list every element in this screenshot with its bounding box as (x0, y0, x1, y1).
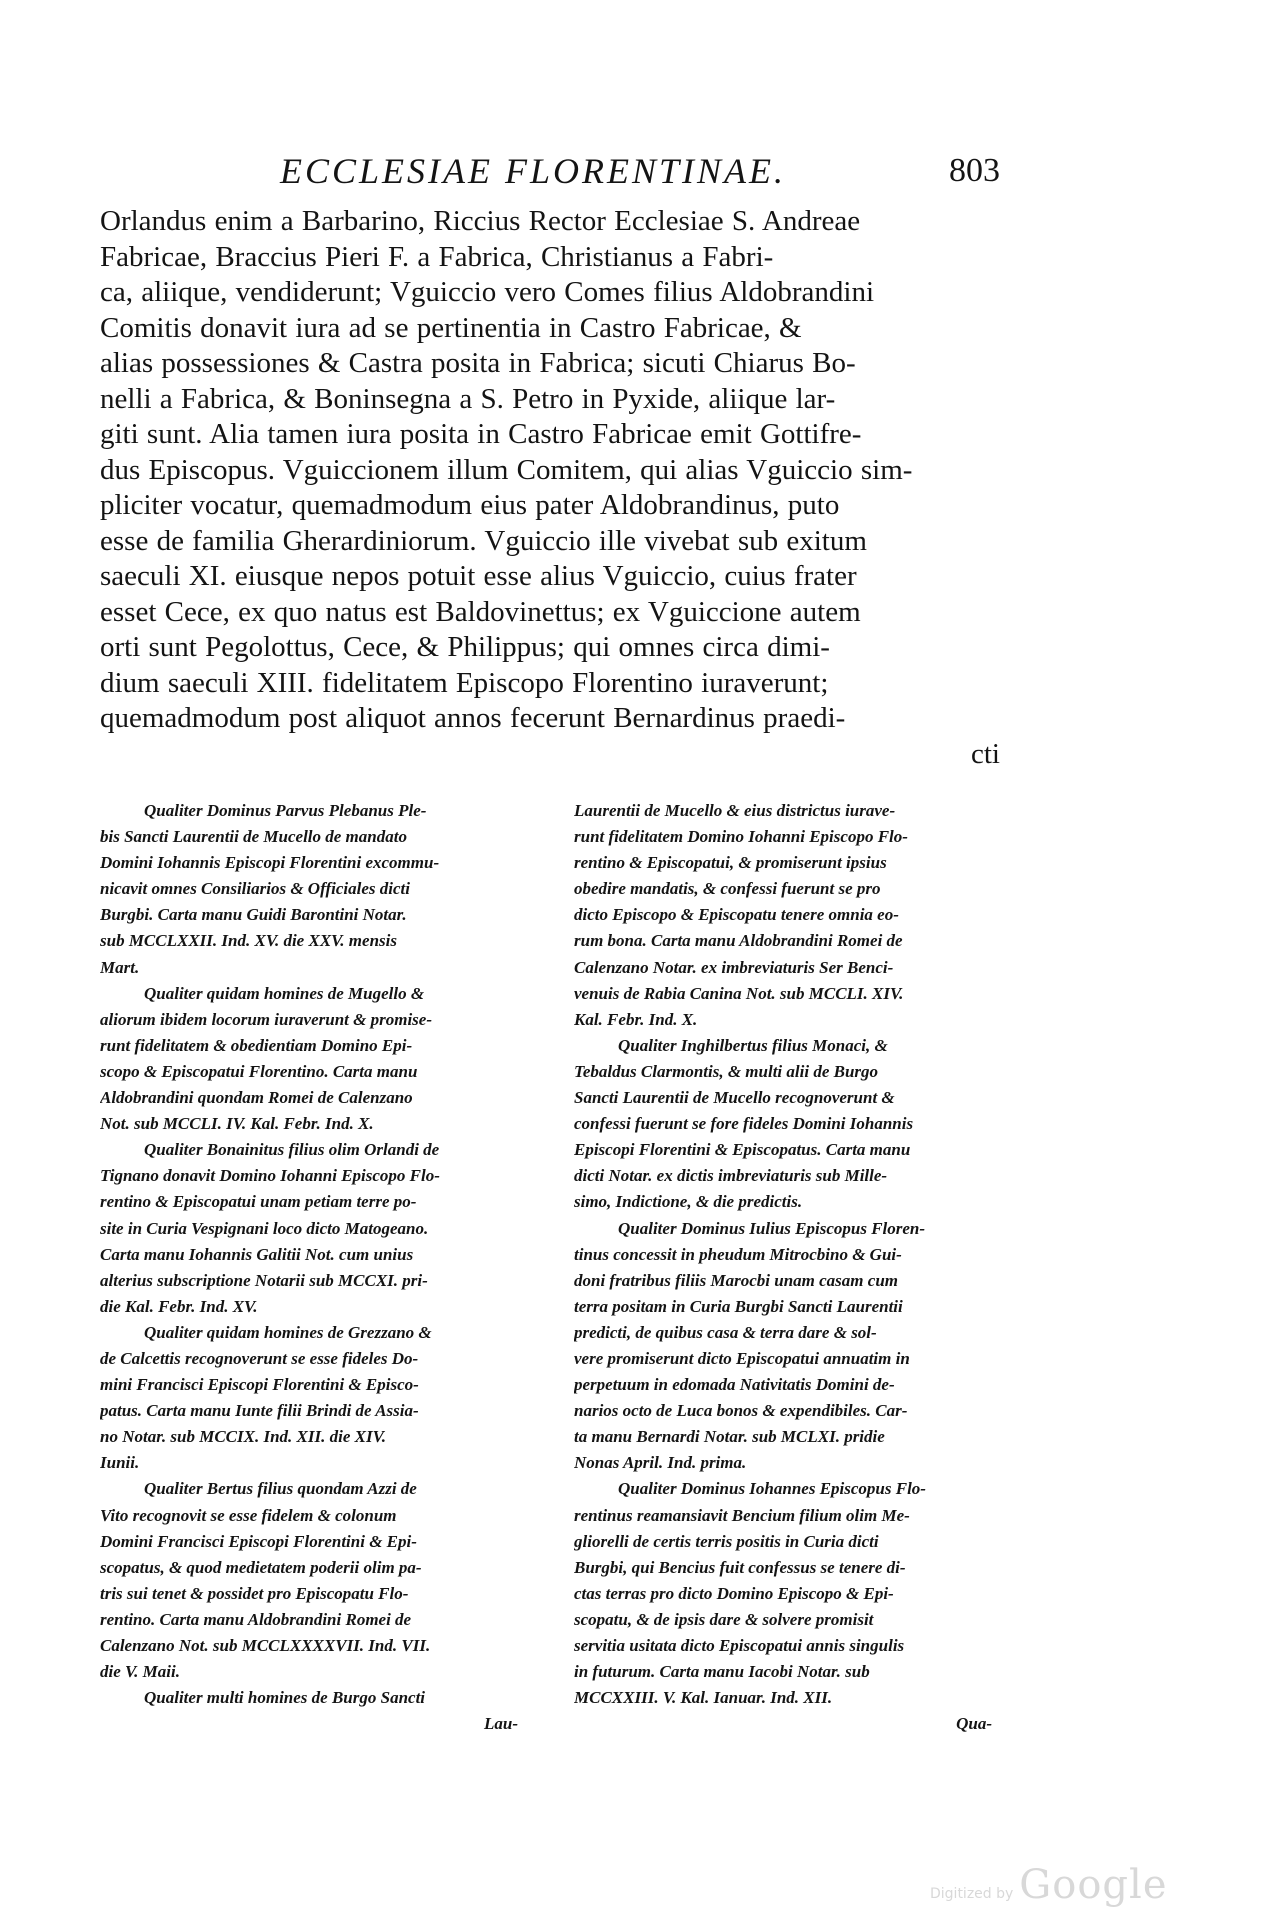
main-text-line: esse de familia Gherardiniorum. Vguiccio ille vivebat sub exitum (100, 524, 867, 557)
footnote-right-line: venuis de Rabia Canina Not. sub MCCLI. XIV. (574, 983, 904, 1003)
footnote-left-line: Iunii. (100, 1453, 140, 1473)
main-text-line: esset Cece, ex quo natus est Baldovinettus; ex Vguiccione autem (100, 595, 861, 628)
footnote-right-line: servitia usitata dicto Episcopatui annis singulis (574, 1636, 905, 1655)
footnote-left-catchword: Lau- (484, 1714, 518, 1734)
main-text-line: ca, aliique, vendiderunt; Vguiccio vero Comes filius Aldobrandini (100, 276, 874, 308)
footnote-left-line: sub MCCLXXII. Ind. XV. die XXV. mensis (100, 931, 397, 951)
footnote-left-line: Qualiter quidam homines de Mugello & (144, 983, 425, 1003)
main-text-line: nelli a Fabrica, & Boninsegna a S. Petro in Pyxide, aliique lar- (100, 382, 836, 415)
footnote-right-line: in futurum. Carta manu Iacobi Notar. sub (574, 1662, 870, 1682)
footnote-right-line: dicti Notar. ex dictis imbreviaturis sub Mille- (574, 1166, 888, 1186)
footnote-left-line: Vito recognovit se esse fidelem & colonum (100, 1505, 397, 1525)
footnote-left-line: Qualiter Bertus filius quondam Azzi de (144, 1479, 417, 1499)
footnote-left-line: Mart. (100, 957, 140, 977)
running-title: ECCLESIAE FLORENTINAE. (280, 151, 786, 191)
footnote-right-line: narios octo de Luca bonos & expendibiles. Car- (574, 1401, 908, 1421)
footnote-right-line: MCCXXIII. V. Kal. Ianuar. Ind. XII. (574, 1688, 833, 1708)
footnote-left-line: aliorum ibidem locorum iuraverunt & promise- (100, 1009, 433, 1029)
main-text-line: Comitis donavit iura ad se pertinentia in Castro Fabricae, & (100, 311, 802, 344)
footnote-right-line: Calenzano Notar. ex imbreviaturis Ser Benci- (574, 957, 894, 977)
footnote-right-line: Laurentii de Mucello & eius districtus iurave- (574, 801, 896, 820)
footnote-left-line: Tignano donavit Domino Iohanni Episcopo Flo- (100, 1166, 440, 1186)
footnote-left-line: site in Curia Vespignani loco dicto Matogeano. (100, 1218, 429, 1238)
footnote-left-line: Carta manu Iohannis Galitii Not. cum unius (100, 1244, 414, 1264)
footnote-right-line: Tebaldus Clarmontis, & multi alii de Burgo (574, 1061, 879, 1081)
footnote-right-line: Episcopi Florentini & Episcopatus. Carta manu (574, 1140, 911, 1160)
footnote-left-line: mini Francisci Episcopi Florentini & Episco- (100, 1375, 419, 1395)
footnote-right-line: rentino & Episcopatui, & promiserunt ipsius (574, 853, 887, 873)
main-text-line: alias possessiones & Castra posita in Fabrica; sicuti Chiarus Bo- (100, 347, 856, 379)
footnote-left-line: Domini Francisci Episcopi Florentini & Epi- (100, 1531, 417, 1551)
main-text-line: Orlandus enim a Barbarino, Riccius Rector Ecclesiae S. Andreae (100, 205, 861, 237)
footnote-left-line: die V. Maii. (100, 1662, 180, 1682)
footnote-right-line: gliorelli de certis terris positis in Curia dicti (574, 1531, 879, 1551)
footnote-left-line: Domini Iohannis Episcopi Florentini excommu- (100, 853, 440, 873)
watermark-small-text: Digitized by (930, 1886, 1014, 1902)
footnote-left-line: rentino. Carta manu Aldobrandini Romei de (100, 1609, 412, 1629)
footnote-left-line: rentino & Episcopatui unam petiam terre po- (100, 1192, 417, 1212)
footnote-right-line: Qualiter Inghilbertus filius Monaci, & (618, 1035, 888, 1055)
footnote-left-line: Calenzano Not. sub MCCLXXXXVII. Ind. VII. (100, 1636, 431, 1655)
footnote-right-line: terra positam in Curia Burgbi Sancti Laurentii (574, 1296, 903, 1316)
digitized-by-google-watermark (930, 1862, 1167, 1908)
main-text (100, 204, 1000, 772)
footnote-right-line: scopatu, & de ipsis dare & solvere promisit (574, 1609, 874, 1629)
footnote-left-line: Qualiter Bonainitus filius olim Orlandi de (144, 1140, 440, 1160)
footnote-left-line: nicavit omnes Consiliarios & Officiales dicti (100, 879, 410, 899)
main-text-line: dium saeculi XIII. fidelitatem Episcopo Florentino iuraverunt; (100, 666, 829, 699)
footnote-left-line: Not. sub MCCLI. IV. Kal. Febr. Ind. X. (100, 1114, 374, 1134)
footnote-right-line: Nonas April. Ind. prima. (574, 1453, 747, 1473)
footnote-right-line: Burgbi, qui Bencius fuit confessus se tenere di- (574, 1557, 906, 1577)
footnote-right-line: Qualiter Dominus Iulius Episcopus Floren- (618, 1218, 926, 1238)
main-text-line: giti sunt. Alia tamen iura posita in Castro Fabricae emit Gottifre- (100, 418, 862, 450)
main-text-line: dus Episcopus. Vguiccionem illum Comitem, qui alias Vguiccio sim- (100, 453, 913, 486)
footnote-right-line: ctas terras pro dicto Domino Episcopo & Epi- (574, 1583, 894, 1603)
footnote-right-line: tinus concessit in pheudum Mitrocbino & Gui- (574, 1244, 902, 1264)
footnote-right-line: ta manu Bernardi Notar. sub MCLXI. pridie (574, 1427, 885, 1447)
footnotes-left-column (100, 798, 518, 1737)
footnote-right-line: predicti, de quibus casa & terra dare & sol- (574, 1322, 877, 1342)
footnote-right-line: runt fidelitatem Domino Iohanni Episcopo Flo- (574, 827, 908, 847)
footnote-right-line: vere promiserunt dicto Episcopatui annuatim in (574, 1348, 910, 1368)
footnote-right-line: rum bona. Carta manu Aldobrandini Romei de (574, 931, 903, 951)
footnote-right-line: rentinus reamansiavit Bencium filium olim Me- (574, 1505, 910, 1525)
watermark-logo-text: Google (1019, 1862, 1168, 1908)
main-text-line: saeculi XI. eiusque nepos potuit esse alius Vguiccio, cuius frater (100, 560, 857, 592)
footnote-left-line: Burgbi. Carta manu Guidi Barontini Notar. (100, 905, 407, 925)
footnote-left-line: alterius subscriptione Notarii sub MCCXI. pri- (100, 1270, 428, 1290)
footnote-left-line: Qualiter Dominus Parvus Plebanus Ple- (144, 801, 427, 820)
footnote-left-line: Aldobrandini quondam Romei de Calenzano (100, 1088, 413, 1108)
footnote-right-line: confessi fuerunt se fore fideles Domini Iohannis (574, 1114, 914, 1134)
footnote-left-line: bis Sancti Laurentii de Mucello de mandato (100, 827, 407, 847)
main-text-line: quemadmodum post aliquot annos fecerunt Bernardinus praedi- (100, 702, 846, 734)
footnote-right-line: Qualiter Dominus Iohannes Episcopus Flo- (618, 1479, 926, 1499)
main-text-line: Fabricae, Braccius Pieri F. a Fabrica, Christianus a Fabri- (100, 240, 774, 273)
footnotes-right-column (574, 798, 992, 1737)
running-head (100, 146, 1000, 196)
footnote-right-line: obedire mandatis, & confessi fuerunt se pro (574, 879, 881, 899)
footnote-left-line: scopo & Episcopatui Florentino. Carta manu (100, 1061, 418, 1081)
footnote-right-line: perpetuum in edomada Nativitatis Domini de- (574, 1375, 895, 1395)
footnote-left-line: Qualiter quidam homines de Grezzano & (144, 1322, 432, 1342)
footnote-left-line: tris sui tenet & possidet pro Episcopatu Flo- (100, 1583, 409, 1603)
footnote-left-line: scopatus, & quod medietatem poderii olim pa- (100, 1557, 422, 1577)
footnote-left-line: die Kal. Febr. Ind. XV. (100, 1296, 258, 1316)
main-text-line: pliciter vocatur, quemadmodum eius pater Aldobrandinus, puto (100, 489, 840, 521)
footnote-right-line: dicto Episcopo & Episcopatu tenere omnia eo- (574, 905, 899, 925)
footnote-left-line: Qualiter multi homines de Burgo Sancti (144, 1688, 426, 1708)
footnote-left-line: patus. Carta manu Iunte filii Brindi de Assia- (100, 1401, 419, 1421)
main-catchword: cti (971, 737, 1000, 770)
page-number: 803 (949, 152, 1000, 189)
main-text-line: orti sunt Pegolottus, Cece, & Philippus; qui omnes circa dimi- (100, 631, 830, 663)
footnote-right-line: Sancti Laurentii de Mucello recognoverunt & (574, 1088, 895, 1108)
footnote-left-line: de Calcettis recognoverunt se esse fideles Do- (100, 1348, 419, 1368)
footnote-right-line: Kal. Febr. Ind. X. (574, 1009, 698, 1029)
footnote-right-catchword: Qua- (956, 1714, 992, 1734)
footnote-left-line: no Notar. sub MCCIX. Ind. XII. die XIV. (100, 1427, 386, 1447)
footnote-right-line: simo, Indictione, & die predictis. (574, 1192, 803, 1212)
footnote-right-line: doni fratribus filiis Marocbi unam casam cum (574, 1270, 898, 1290)
footnote-left-line: runt fidelitatem & obedientiam Domino Epi- (100, 1035, 413, 1055)
